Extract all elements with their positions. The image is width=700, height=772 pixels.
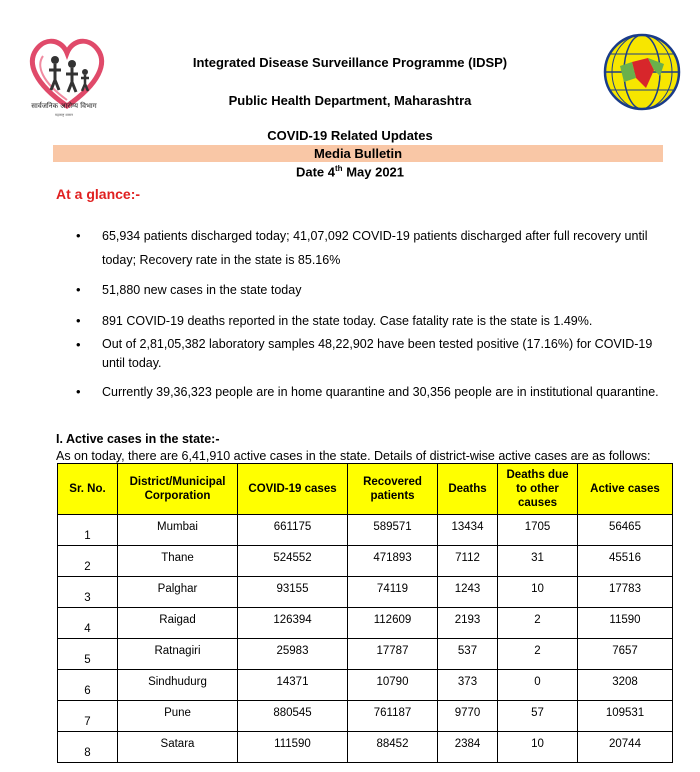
active-cases-table <box>57 463 673 763</box>
date-superscript: th <box>335 164 343 173</box>
table-cell: 3 <box>58 577 118 608</box>
column-header: COVID-19 cases <box>238 464 348 515</box>
bulletin-date <box>110 164 590 179</box>
media-bulletin-band <box>53 145 663 162</box>
table-cell: 1243 <box>438 577 498 608</box>
table-cell: 109531 <box>578 701 673 732</box>
table-cell: 5 <box>58 639 118 670</box>
table-cell: 524552 <box>238 546 348 577</box>
table-cell: 3208 <box>578 670 673 701</box>
table-cell: 6 <box>58 670 118 701</box>
table-cell: Palghar <box>118 577 238 608</box>
table-row <box>58 546 673 577</box>
table-cell: 9770 <box>438 701 498 732</box>
table-cell: 761187 <box>348 701 438 732</box>
table-cell: 126394 <box>238 608 348 639</box>
table-row <box>58 608 673 639</box>
table-cell: 537 <box>438 639 498 670</box>
glance-bullet-list <box>76 224 666 404</box>
table-cell: 2193 <box>438 608 498 639</box>
table-cell: 2 <box>498 639 578 670</box>
table-cell: 7657 <box>578 639 673 670</box>
table-cell: 112609 <box>348 608 438 639</box>
table-cell: 10 <box>498 577 578 608</box>
table-cell: 8 <box>58 732 118 763</box>
table-cell: 10 <box>498 732 578 763</box>
table-cell: Thane <box>118 546 238 577</box>
at-a-glance-heading: At a glance:- <box>56 186 141 202</box>
table-cell: 2 <box>498 608 578 639</box>
table-cell: 25983 <box>238 639 348 670</box>
date-prefix: Date 4 <box>295 164 336 180</box>
department-name: Public Health Department, Maharashtra <box>228 93 472 108</box>
table-cell: 74119 <box>348 577 438 608</box>
bullet-item: • 891 COVID-19 deaths reported in the state today. Case fatality rate is the state is 1.49%. <box>76 313 666 329</box>
table-cell: 7 <box>58 701 118 732</box>
table-cell: 2384 <box>438 732 498 763</box>
table-cell: 10790 <box>348 670 438 701</box>
column-header: Deaths due to other causes <box>498 464 578 515</box>
table-cell: 589571 <box>348 515 438 546</box>
table-cell: Mumbai <box>118 515 238 546</box>
column-header: Deaths <box>438 464 498 515</box>
table-row <box>58 670 673 701</box>
table-cell: 7112 <box>438 546 498 577</box>
idsp-globe-logo <box>602 32 682 112</box>
table-cell: 4 <box>58 608 118 639</box>
table-cell: 1 <box>58 515 118 546</box>
public-health-logo <box>22 28 112 120</box>
logo-subcaption: महाराष्ट्र शासन <box>55 113 73 117</box>
table-cell: 57 <box>498 701 578 732</box>
table-cell: 111590 <box>238 732 348 763</box>
table-cell: 880545 <box>238 701 348 732</box>
table-cell: 20744 <box>578 732 673 763</box>
table-cell: 0 <box>498 670 578 701</box>
bullet-item: • Currently 39,36,323 people are in home quarantine and 30,356 people are in institutional quarantine. <box>76 380 666 404</box>
table-row <box>58 577 673 608</box>
column-header: District/Municipal Corporation <box>118 464 238 515</box>
table-cell: 14371 <box>238 670 348 701</box>
table-row <box>58 701 673 732</box>
table-cell: 31 <box>498 546 578 577</box>
table-row <box>58 732 673 763</box>
media-bulletin-label: Media Bulletin <box>313 146 403 161</box>
section-description: As on today, there are 6,41,910 active cases in the state. Details of district-wise active cases are as follows: <box>56 449 651 463</box>
table-cell: 93155 <box>238 577 348 608</box>
column-header: Sr. No. <box>58 464 118 515</box>
table-cell: Sindhudurg <box>118 670 238 701</box>
table-cell: 45516 <box>578 546 673 577</box>
updates-title: COVID-19 Related Updates <box>267 128 433 143</box>
table-cell: 88452 <box>348 732 438 763</box>
bullet-item: • 65,934 patients discharged today; 41,07,092 COVID-19 patients discharged after full recovery until today; Recovery rate in the state is 85.16% <box>76 224 666 272</box>
table-header-row <box>58 464 673 515</box>
section-title: I. Active cases in the state:- <box>56 432 220 446</box>
table-cell: Pune <box>118 701 238 732</box>
table-cell: 1705 <box>498 515 578 546</box>
table-cell: 373 <box>438 670 498 701</box>
bullet-item: • 51,880 new cases in the state today <box>76 282 666 298</box>
date-suffix: May 2021 <box>342 164 405 180</box>
logo-caption: सार्वजनिक आरोग्य विभाग <box>31 102 97 110</box>
table-row <box>58 515 673 546</box>
table-row <box>58 639 673 670</box>
table-cell: 11590 <box>578 608 673 639</box>
table-cell: 2 <box>58 546 118 577</box>
programme-title: Integrated Disease Surveillance Programme (IDSP) <box>192 55 508 70</box>
table-cell: 661175 <box>238 515 348 546</box>
table-cell: 13434 <box>438 515 498 546</box>
bullet-item: • Out of 2,81,05,382 laboratory samples 48,22,902 have been tested positive (17.16%) for COVID-19 until today. <box>76 335 666 373</box>
table-cell: Ratnagiri <box>118 639 238 670</box>
column-header: Recovered patients <box>348 464 438 515</box>
column-header: Active cases <box>578 464 673 515</box>
table-cell: 56465 <box>578 515 673 546</box>
table-cell: 17783 <box>578 577 673 608</box>
table-cell: Raigad <box>118 608 238 639</box>
table-cell: 471893 <box>348 546 438 577</box>
table-cell: 17787 <box>348 639 438 670</box>
table-cell: Satara <box>118 732 238 763</box>
